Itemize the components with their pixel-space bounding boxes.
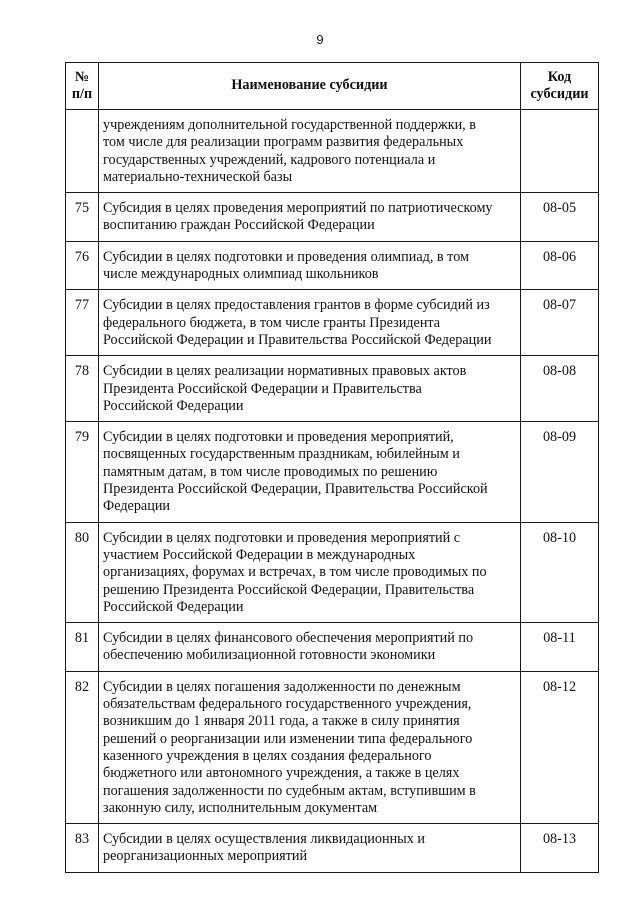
subsidies-table bbox=[65, 62, 599, 873]
subsidy-name-line: решению Президента Российской Федерации, Правительства bbox=[103, 581, 475, 598]
subsidy-name-line: казенного учреждения в целях создания федерального bbox=[103, 747, 432, 764]
row-number: 82 bbox=[66, 671, 99, 823]
subsidy-code: 08-13 bbox=[521, 824, 599, 873]
subsidy-name bbox=[99, 422, 521, 522]
subsidy-name-line: Субсидии в целях подготовки и проведения олимпиад, в том bbox=[103, 248, 469, 265]
row-number: 77 bbox=[66, 290, 99, 356]
subsidy-name-line: обеспечению мобилизационной готовности экономики bbox=[103, 647, 436, 664]
subsidy-code: 08-07 bbox=[521, 290, 599, 356]
row-number: 83 bbox=[66, 824, 99, 873]
table-body bbox=[66, 110, 599, 873]
subsidy-name-line: Субсидии в целях подготовки и проведения мероприятий, bbox=[103, 429, 454, 446]
subsidy-name bbox=[99, 356, 521, 422]
row-number: 76 bbox=[66, 241, 99, 290]
subsidy-name-line: государственных учреждений, кадрового потенциала и bbox=[103, 151, 436, 168]
subsidy-name-line: Российской Федерации и Правительства Российской Федерации bbox=[103, 331, 492, 348]
page-number: 9 bbox=[316, 32, 324, 47]
table-row bbox=[66, 356, 599, 422]
subsidy-name-line: возникшим до 1 января 2011 года, а также в силу принятия bbox=[103, 713, 460, 730]
table-row bbox=[66, 671, 599, 823]
subsidy-name bbox=[99, 241, 521, 290]
subsidy-name-line: организациях, форумах и встречах, в том числе проводимых по bbox=[103, 564, 487, 581]
subsidy-name-line: посвященных государственным праздникам, юбилейным и bbox=[103, 446, 460, 463]
row-number: 78 bbox=[66, 356, 99, 422]
header-code: Код субсидии bbox=[521, 63, 599, 110]
subsidy-name-line: погашения задолженности по судебным актам, вступившим в bbox=[103, 782, 476, 799]
subsidy-name bbox=[99, 824, 521, 873]
subsidy-name bbox=[99, 110, 521, 193]
subsidy-name-line: Федерации bbox=[103, 498, 171, 515]
subsidy-name-line: участием Российской Федерации в международных bbox=[103, 546, 416, 563]
subsidy-code: 08-12 bbox=[521, 671, 599, 823]
subsidy-code: 08-11 bbox=[521, 623, 599, 672]
table-row bbox=[66, 193, 599, 242]
subsidy-name-line: федерального бюджета, в том числе гранты Президента bbox=[103, 314, 441, 331]
subsidy-code bbox=[521, 110, 599, 193]
subsidy-name-line: Субсидия в целях проведения мероприятий по патриотическому bbox=[103, 200, 493, 217]
table-header-row bbox=[66, 63, 599, 110]
subsidy-name-line: Российской Федерации bbox=[103, 397, 244, 414]
subsidy-name-line: Российской Федерации bbox=[103, 598, 244, 615]
subsidy-name-line: том числе для реализации программ развития федеральных bbox=[103, 134, 464, 151]
table-row bbox=[66, 522, 599, 622]
row-number: 79 bbox=[66, 422, 99, 522]
row-number: 81 bbox=[66, 623, 99, 672]
subsidy-name-line: воспитанию граждан Российской Федерации bbox=[103, 217, 375, 234]
row-number: 75 bbox=[66, 193, 99, 242]
subsidy-name-line: Президента Российской Федерации и Правительства bbox=[103, 380, 422, 397]
subsidy-name-line: Субсидии в целях реализации нормативных правовых актов bbox=[103, 363, 467, 380]
subsidy-name-line: памятным датам, в том числе проводимых по решению bbox=[103, 463, 438, 480]
subsidy-code: 08-09 bbox=[521, 422, 599, 522]
table-row bbox=[66, 422, 599, 522]
table-row bbox=[66, 623, 599, 672]
subsidy-name-line: Субсидии в целях погашения задолженности по денежным bbox=[103, 678, 461, 695]
table-row bbox=[66, 110, 599, 193]
subsidy-name bbox=[99, 193, 521, 242]
subsidy-name-line: бюджетного или автономного учреждения, а также в целях bbox=[103, 765, 460, 782]
header-name: Наименование субсидии bbox=[99, 63, 521, 110]
header-num: № п/п bbox=[66, 63, 99, 110]
subsidy-name-line: Субсидии в целях осуществления ликвидационных и bbox=[103, 831, 425, 848]
subsidy-name-line: законную силу, исполнительным документам bbox=[103, 799, 378, 816]
subsidy-code: 08-08 bbox=[521, 356, 599, 422]
table-row bbox=[66, 290, 599, 356]
subsidy-name-line: Субсидии в целях финансового обеспечения мероприятий по bbox=[103, 630, 474, 647]
subsidy-name bbox=[99, 290, 521, 356]
subsidy-name-line: решений о реорганизации или изменении типа федерального bbox=[103, 730, 473, 747]
subsidy-code: 08-05 bbox=[521, 193, 599, 242]
subsidy-name-line: Субсидии в целях подготовки и проведения мероприятий с bbox=[103, 529, 461, 546]
subsidy-name-line: обязательствам федерального государственного учреждения, bbox=[103, 696, 472, 713]
subsidy-name bbox=[99, 522, 521, 622]
subsidy-name-line: Президента Российской Федерации, Правительства Российской bbox=[103, 481, 488, 498]
subsidy-code: 08-10 bbox=[521, 522, 599, 622]
row-number bbox=[66, 110, 99, 193]
subsidy-name-line: реорганизационных мероприятий bbox=[103, 848, 308, 865]
subsidy-name-line: учреждениям дополнительной государственной поддержки, в bbox=[103, 117, 476, 133]
subsidy-name bbox=[99, 671, 521, 823]
subsidy-code: 08-06 bbox=[521, 241, 599, 290]
table-row bbox=[66, 824, 599, 873]
subsidy-name-line: материально-технической базы bbox=[103, 168, 293, 185]
subsidy-name-line: числе международных олимпиад школьников bbox=[103, 266, 379, 283]
subsidy-name bbox=[99, 623, 521, 672]
row-number: 80 bbox=[66, 522, 99, 622]
table-row bbox=[66, 241, 599, 290]
subsidy-name-line: Субсидии в целях предоставления грантов в форме субсидий из bbox=[103, 297, 490, 314]
